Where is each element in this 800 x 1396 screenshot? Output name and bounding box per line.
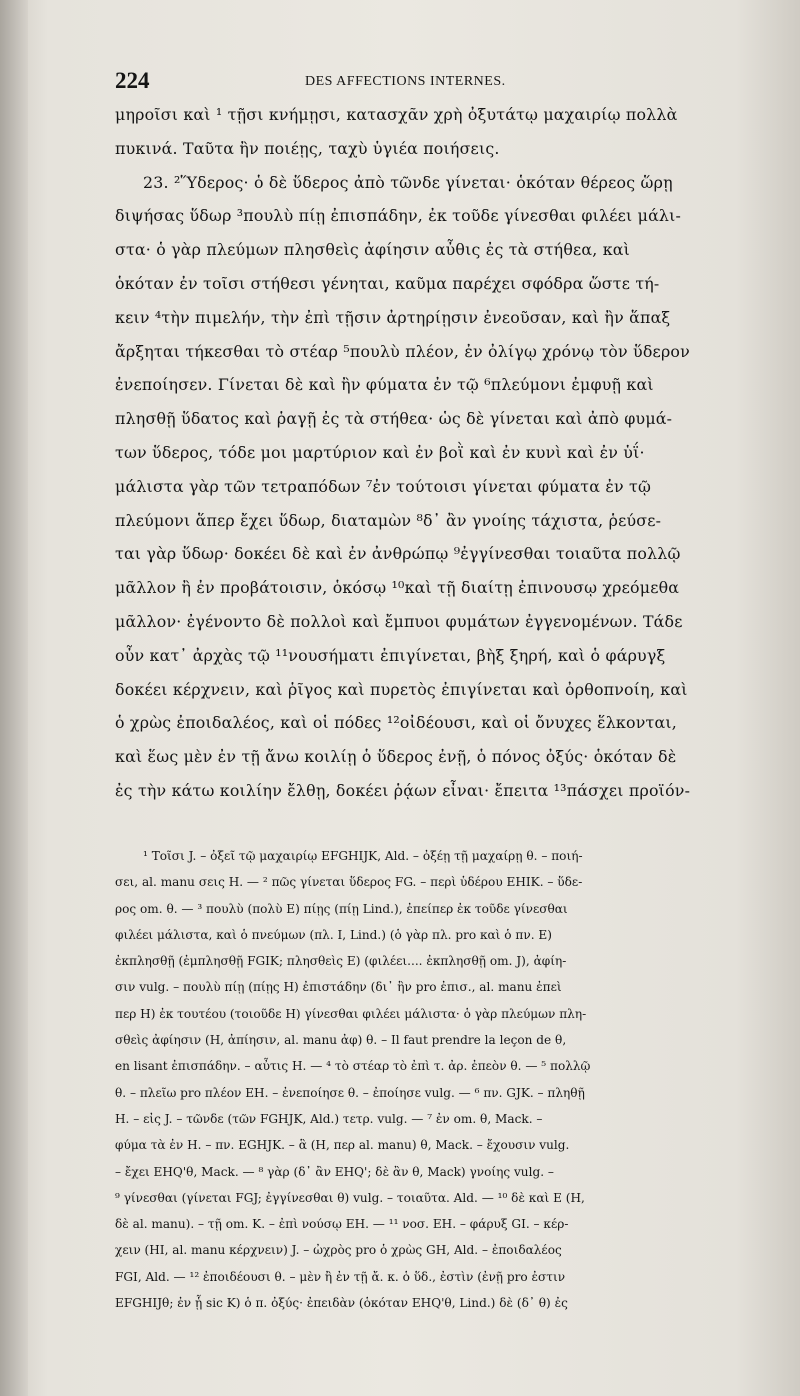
footnote-line: en lisant ἐπισπάδην. – αὖτις H. — ⁴ τὸ στέαρ τὸ ἐπὶ τ. ἀρ. ἐπεὸν θ. — ⁵ πολλῷ <box>115 1059 591 1074</box>
text-line: μᾶλλον ἢ ἐν προβάτοισιν, ὁκόσῳ ¹⁰καὶ τῇ διαίτῃ ἐπινουσῳ χρεόμεθα <box>115 578 680 598</box>
main-text <box>115 98 775 808</box>
footnote-line: θ. – πλεῖω pro πλέον EH. – ἐνεποίησε θ. – ἐποίησε vulg. — ⁶ πν. GJK. – πληθῇ <box>115 1085 585 1100</box>
text-line: ἐνεποίησεν. Γίνεται δὲ καὶ ἢν φύματα ἐν τῷ ⁶πλεύμονι ἐμφυῇ καὶ <box>115 375 654 395</box>
text-line: πλεύμονι ἅπερ ἔχει ὕδωρ, διαταμὼν ⁸δ᾽ ἂν γνοίης τάχιστα, ῥεύσε- <box>115 510 662 530</box>
text-line: καὶ ἕως μὲν ἐν τῇ ἄνω κοιλίῃ ὁ ὕδερος ἐνῇ, ὁ πόνος ὀξύς· ὁκόταν δὲ <box>115 747 677 767</box>
footnotes <box>115 843 775 1316</box>
text-line: των ὕδερος, τόδε μοι μαρτύριον καὶ ἐν βοῒ καὶ ἐν κυνὶ καὶ ἐν ὑΐ· <box>115 442 645 462</box>
text-line: ὁκόταν ἐν τοῖσι στήθεσι γένηται, καῦμα παρέχει σφόδρα ὥστε τή- <box>115 273 660 293</box>
page-header <box>115 68 765 98</box>
footnote-line: φιλέει μάλιστα, καὶ ὁ πνεύμων (πλ. I, Lind.) (ὁ γὰρ πλ. pro καὶ ὁ πν. E) <box>115 927 552 942</box>
footnote-line: FGI, Ald. — ¹² ἐποιδέουσι θ. – μὲν ἢ ἐν τῇ ἄ. κ. ὁ ὕδ., ἐστὶν (ἐνῇ pro ἐστιν <box>115 1269 566 1284</box>
section-heading-line: 23. ²Ὕδερος· ὁ δὲ ὕδερος ἀπὸ τῶνδε γίνεται· ὁκόταν θέρεος ὥρῃ <box>143 172 673 192</box>
footnote-line: σθεὶς ἀφίησιν (H, ἀπίησιν, al. manu ἀφ) θ. – Il faut prendre la leçon de θ, <box>115 1033 567 1048</box>
text-line: πυκινά. Ταῦτα ἢν ποιέῃς, ταχὺ ὑγιέα ποιήσεις. <box>115 138 500 158</box>
text-line: κειν ⁴τὴν πιμελήν, τὴν ἐπὶ τῇσιν ἀρτηρίῃσιν ἐνεοῦσαν, καὶ ἢν ἅπαξ <box>115 307 671 327</box>
running-head: DES AFFECTIONS INTERNES. <box>305 74 506 89</box>
footnote-line: ρος om. θ. — ³ πουλὺ (πολὺ E) πίῃς (πίῃ Lind.), ἐπείπερ ἐκ τοῦδε γίνεσθαι <box>115 901 568 916</box>
text-line: διψήσας ὕδωρ ³πουλὺ πίῃ ἐπισπάδην, ἐκ τοῦδε γίνεσθαι φιλέει μάλι- <box>115 206 682 226</box>
text-line: πλησθῇ ὕδατος καὶ ῥαγῇ ἐς τὰ στήθεα· ὡς δὲ γίνεται καὶ ἀπὸ φυμά- <box>115 409 673 429</box>
text-line: ἄρξηται τήκεσθαι τὸ στέαρ ⁵πουλὺ πλέον, ἐν ὀλίγῳ χρόνῳ τὸν ὕδερον <box>115 341 690 361</box>
footnote-line: EFGHIJθ; ἐν ᾗ sic K) ὁ π. ὀξύς· ἐπειδὰν (ὁκόταν EHQ'θ, Lind.) δὲ (δ᾽ θ) ἐς <box>115 1296 568 1311</box>
text-line: μᾶλλον· ἐγένοντο δὲ πολλοὶ καὶ ἔμπυοι φυμάτων ἐγγενομένων. Τάδε <box>115 611 683 631</box>
text-line: ἐς τὴν κάτω κοιλίην ἔλθῃ, δοκέει ῥᾴων εἶναι· ἔπειτα ¹³πάσχει προϊόν- <box>115 780 691 800</box>
footnote-line: ¹ Τοῖσι J. – ὀξεῖ τῷ μαχαιρίῳ EFGHIJK, Ald. – ὀξέῃ τῇ μαχαίρῃ θ. – ποιή- <box>143 849 583 863</box>
footnote-line: φύμα τὰ ἐν H. – πν. EGHJK. – ἃ (H, περ al. manu) θ, Mack. – ἔχουσιν vulg. <box>115 1138 570 1153</box>
page-number: 224 <box>115 68 150 93</box>
text-line: μάλιστα γὰρ τῶν τετραπόδων ⁷ἐν τούτοισι γίνεται φύματα ἐν τῷ <box>115 476 652 496</box>
text-line: οὖν κατ᾽ ἀρχὰς τῷ ¹¹νουσήματι ἐπιγίνεται, βὴξ ξηρή, καὶ ὁ φάρυγξ <box>115 645 666 665</box>
footnote-line: χειν (HI, al. manu κέρχνειν) J. – ὠχρὸς pro ὁ χρὼς GH, Ald. – ἐποιδαλέος <box>115 1243 562 1258</box>
page-binding-edge <box>0 0 28 1396</box>
text-line: δοκέει κέρχνειν, καὶ ῥῖγος καὶ πυρετὸς ἐπιγίνεται καὶ ὀρθοπνοίη, καὶ <box>115 679 688 699</box>
text-line: μηροῖσι καὶ ¹ τῇσι κνήμῃσι, κατασχᾶν χρὴ ὀξυτάτῳ μαχαιρίῳ πολλὰ <box>115 105 678 124</box>
text-line: στα· ὁ γὰρ πλεύμων πλησθεὶς ἀφίησιν αὖθις ἐς τὰ στήθεα, καὶ <box>115 240 631 260</box>
footnote-line: σιν vulg. – πουλὺ πίῃ (πίῃς H) ἐπιστάδην (δι᾽ ἣν pro ἐπισ., al. manu ἐπεὶ <box>115 980 562 995</box>
footnote-line: σει, al. manu σεις H. — ² πῶς γίνεται ὕδερος FG. – περὶ ὑδέρου EHIK. – ὕδε- <box>115 875 583 890</box>
text-line: ὁ χρὼς ἐποιδαλέος, καὶ οἱ πόδες ¹²οἰδέουσι, καὶ οἱ ὄνυχες ἕλκονται, <box>115 713 677 733</box>
footnote-line: ⁹ γίνεσθαι (γίνεται FGJ; ἐγγίνεσθαι θ) vulg. – τοιαῦτα. Ald. — ¹⁰ δὲ καὶ E (H, <box>115 1190 585 1205</box>
footnote-line: – ἔχει EHQ'θ, Mack. — ⁸ γὰρ (δ᾽ ἂν EHQ'; δὲ ἂν θ, Mack) γνοίης vulg. – <box>115 1164 554 1179</box>
text-line: ται γὰρ ὕδωρ· δοκέει δὲ καὶ ἐν ἀνθρώπῳ ⁹ἐγγίνεσθαι τοιαῦτα πολλῷ <box>115 544 681 564</box>
footnote-line: H. – εἰς J. – τῶνδε (τῶν FGHJK, Ald.) τετρ. vulg. — ⁷ ἐν om. θ, Mack. – <box>115 1111 543 1126</box>
footnote-line: δὲ al. manu). – τῇ om. K. – ἐπὶ νούσῳ EH. — ¹¹ νοσ. EH. – φάρυξ GI. – κέρ- <box>115 1217 569 1232</box>
footnote-line: περ H) ἐκ τουτέου (τοιοῦδε H) γίνεσθαι φιλέει μάλιστα· ὁ γὰρ πλεύμων πλη- <box>115 1006 587 1021</box>
footnote-line: ἐκπλησθῇ (ἐμπλησθῇ FGIK; πλησθεὶς E) (φιλέει.... ἐκπλησθῇ om. J), ἀφίη- <box>115 954 567 969</box>
